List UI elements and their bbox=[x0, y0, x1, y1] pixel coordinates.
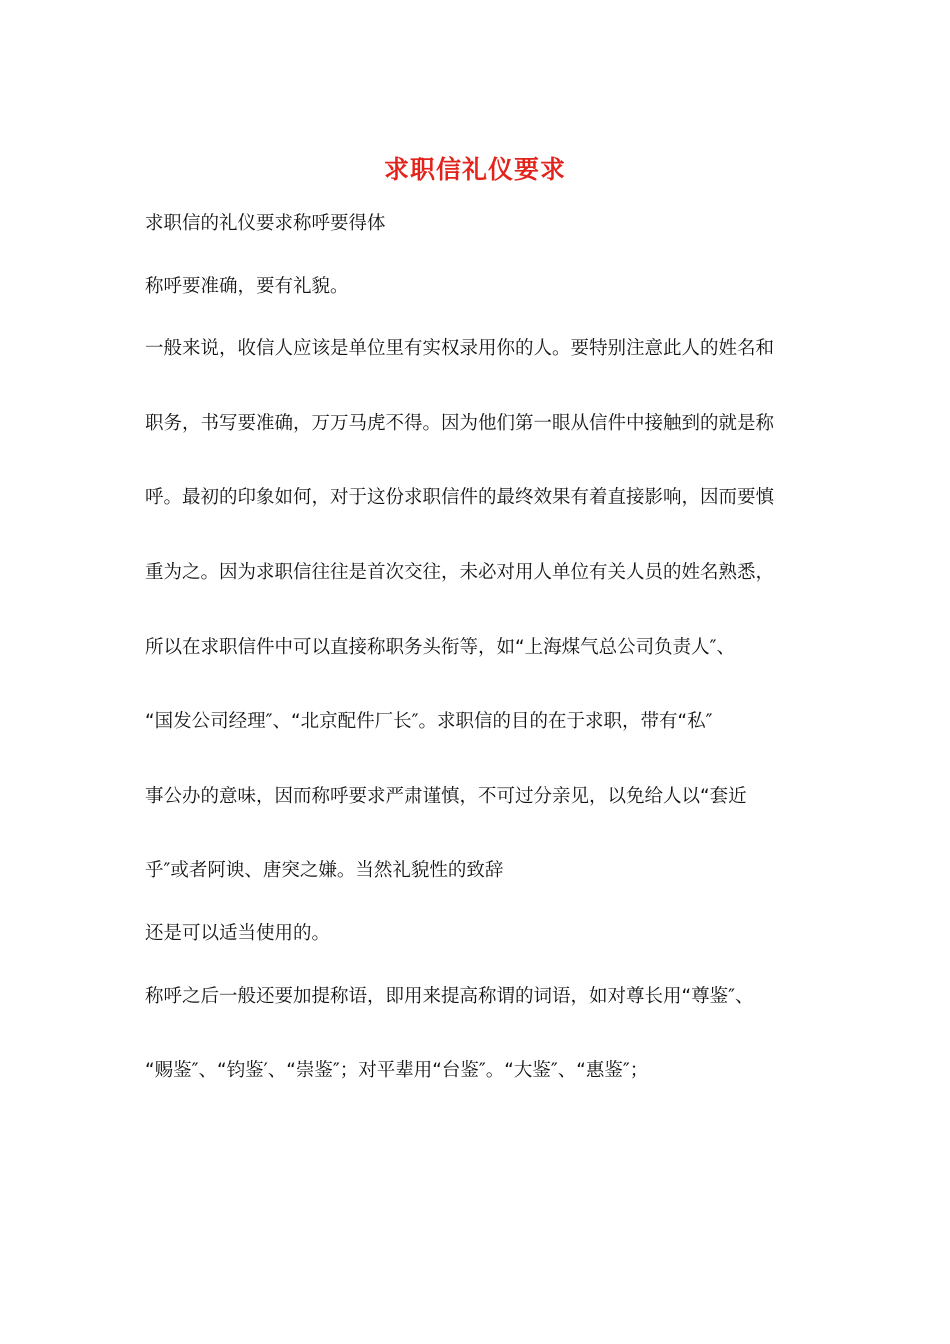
document-title: 求职信礼仪要求 bbox=[383, 155, 566, 184]
paragraph-line: “赐鉴″、“钧鉴′、“崇鉴″；对平辈用“台鉴″。“大鉴″、“惠鉴″； bbox=[145, 1060, 649, 1081]
paragraph-line: 称呼之后一般还要加提称语，即用来提高称谓的词语，如对尊长用“尊鉴″、 bbox=[145, 986, 754, 1007]
paragraph-line: 事公办的意味，因而称呼要求严肃谨慎，不可过分亲见，以免给人以“套近 bbox=[145, 786, 747, 807]
paragraph-line: 所以在求职信件中可以直接称职务头衔等，如“上海煤气总公司负责人″、 bbox=[145, 637, 735, 658]
paragraph-line: 称呼要准确，要有礼貌。 bbox=[145, 276, 349, 297]
paragraph-line: 还是可以适当使用的。 bbox=[145, 923, 331, 944]
paragraph-line: 呼。最初的印象如何，对于这份求职信件的最终效果有着直接影响，因而要慎 bbox=[145, 487, 775, 508]
paragraph-line: 职务，书写要准确，万万马虎不得。因为他们第一眼从信件中接触到的就是称 bbox=[145, 413, 775, 434]
paragraph-line: 乎″或者阿谀、唐突之嫌。当然礼貌性的致辞 bbox=[145, 860, 504, 881]
paragraph-line: “国发公司经理″、“北京配件厂长″。求职信的目的在于求职，带有“私″ bbox=[145, 711, 713, 732]
paragraph-line: 重为之。因为求职信往往是首次交往，未必对用人单位有关人员的姓名熟悉， bbox=[145, 562, 775, 583]
paragraph-line: 一般来说，收信人应该是单位里有实权录用你的人。要特别注意此人的姓名和 bbox=[145, 338, 775, 359]
paragraph-line: 求职信的礼仪要求称呼要得体 bbox=[145, 213, 386, 234]
